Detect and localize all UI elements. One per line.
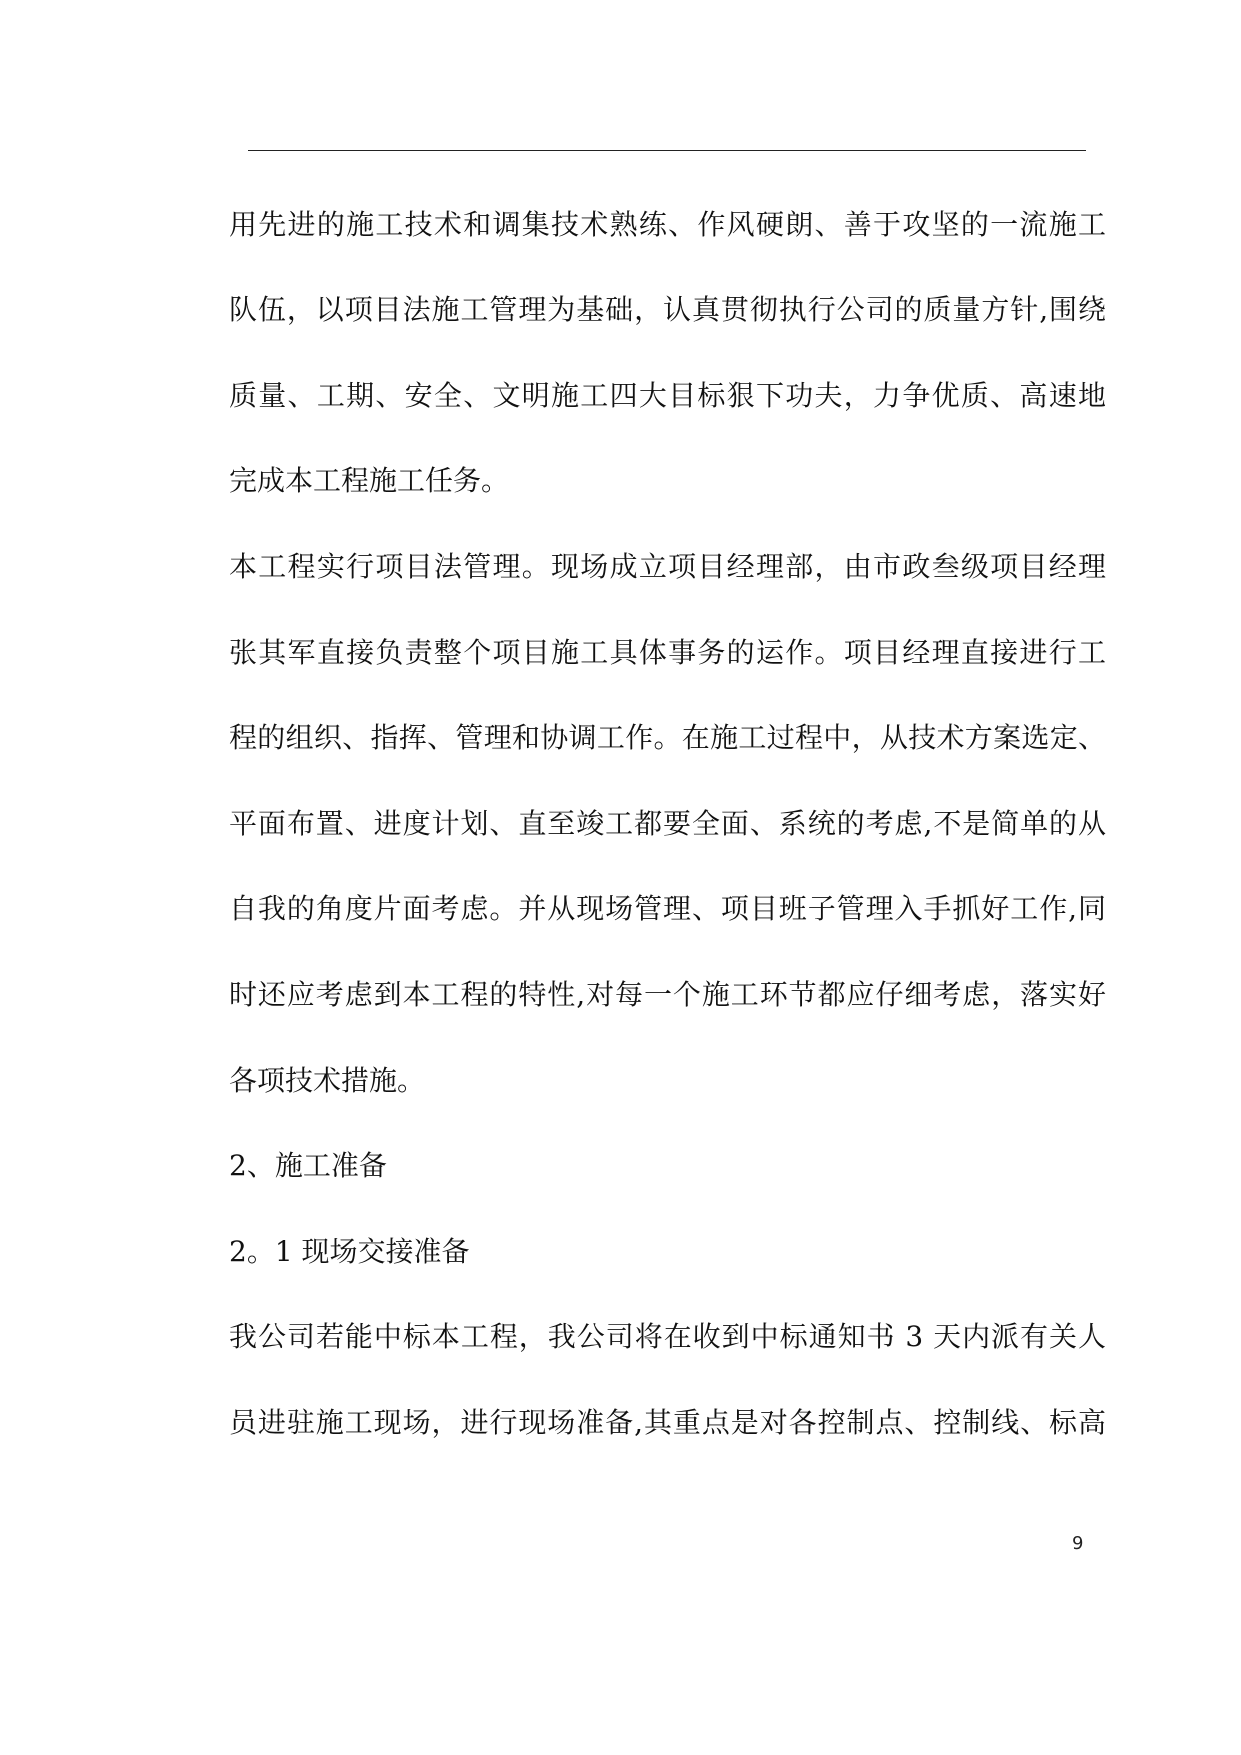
text-line-5: 本工程实行项目法管理。现场成立项目经理部，由市政叁级项目经理 bbox=[229, 550, 1106, 583]
text-line-14: 我公司若能中标本工程，我公司将在收到中标通知书 3 天内派有关人 bbox=[229, 1320, 1106, 1353]
page-number: 9 bbox=[1072, 1533, 1084, 1554]
text-line-3: 质量、工期、安全、文明施工四大目标狠下功夫，力争优质、高速地 bbox=[229, 379, 1106, 412]
text-line-9: 自我的角度片面考虑。并从现场管理、项目班子管理入手抓好工作,同 bbox=[229, 892, 1106, 925]
header-rule bbox=[248, 150, 1086, 151]
text-line-10: 时还应考虑到本工程的特性,对每一个施工环节都应仔细考虑，落实好 bbox=[229, 978, 1106, 1011]
text-line-4: 完成本工程施工任务。 bbox=[229, 464, 510, 497]
subsection-heading: 2。1 现场交接准备 bbox=[229, 1235, 470, 1268]
text-line-15: 员进驻施工现场，进行现场准备,其重点是对各控制点、控制线、标高 bbox=[229, 1406, 1106, 1439]
section-heading: 2、施工准备 bbox=[229, 1149, 387, 1182]
text-line-11: 各项技术措施。 bbox=[229, 1064, 426, 1097]
text-line-1: 用先进的施工技术和调集技术熟练、作风硬朗、善于攻坚的一流施工 bbox=[229, 208, 1106, 241]
text-line-7: 程的组织、指挥、管理和协调工作。在施工过程中，从技术方案选定、 bbox=[229, 721, 1106, 754]
text-line-2: 队伍，以项目法施工管理为基础，认真贯彻执行公司的质量方针,围绕 bbox=[229, 293, 1106, 326]
text-line-6: 张其军直接负责整个项目施工具体事务的运作。项目经理直接进行工 bbox=[229, 636, 1106, 669]
text-line-8: 平面布置、进度计划、直至竣工都要全面、系统的考虑,不是简单的从 bbox=[229, 807, 1106, 840]
